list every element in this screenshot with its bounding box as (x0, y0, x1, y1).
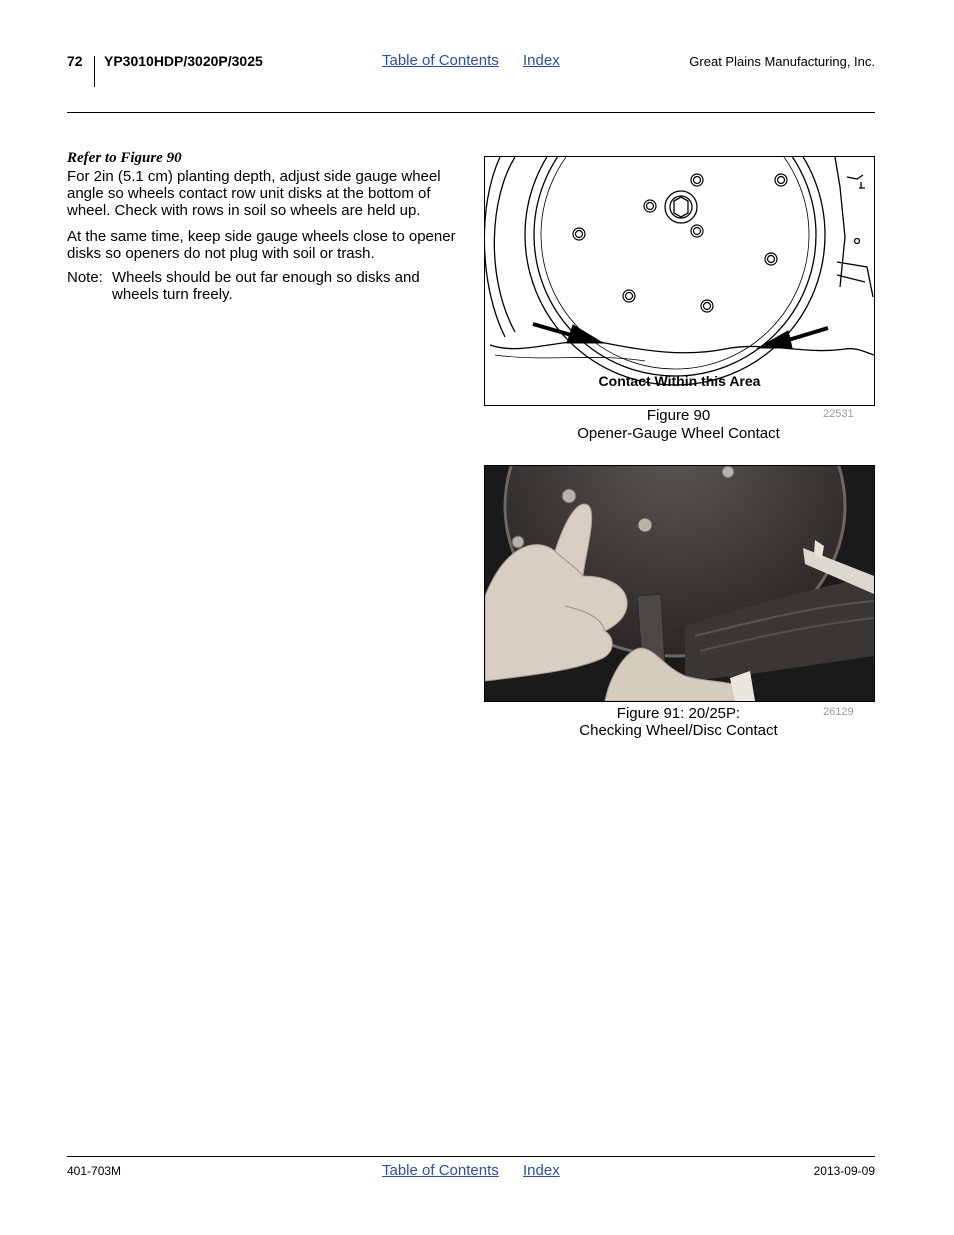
page-number: 72 (67, 53, 83, 69)
figure-91-photo (484, 465, 875, 702)
doc-number: 401-703M (67, 1164, 122, 1178)
figure-91-caption-1: Figure 91: 20/25P: (616, 705, 741, 722)
figure-90-caption-2: Opener-Gauge Wheel Contact (577, 425, 780, 442)
wheel-disc-photo (485, 466, 874, 701)
footer-rule (67, 1156, 875, 1157)
footer-toc-link[interactable]: Table of Contents (382, 1162, 499, 1179)
refer-heading: Refer to Figure 90 (67, 150, 182, 166)
figure-91-number: 26129 (823, 706, 854, 718)
note-text: Wheels should be out far enough so disks and wheels turn freely. (112, 269, 420, 303)
paragraph-2: At the same time, keep side gauge wheels close to opener disks so openers do not plug with soil or trash. (67, 228, 456, 262)
header-toc-link[interactable]: Table of Contents (382, 52, 499, 69)
model-title: YP3010HDP/3020P/3025 (104, 53, 263, 69)
header-rule (67, 112, 875, 113)
company-name: Great Plains Manufacturing, Inc. (689, 54, 875, 69)
figure-91-caption-2: Checking Wheel/Disc Contact (579, 722, 778, 739)
figure-90-number: 22531 (823, 408, 854, 420)
header-divider (94, 56, 95, 87)
figure-90-caption-1: Figure 90 (646, 407, 711, 424)
header-index-link[interactable]: Index (523, 52, 560, 69)
paragraph-1: For 2in (5.1 cm) planting depth, adjust side gauge wheel angle so wheels contact row unit disks at the bottom of wheel. Check with rows in soil so wheels are held up. (67, 168, 441, 219)
note-label: Note: (67, 269, 103, 286)
doc-date: 2013-09-09 (813, 1164, 875, 1178)
figure-90-label: Contact Within this Area (598, 373, 761, 389)
figure-90-box (484, 156, 875, 406)
gauge-wheel-drawing (485, 157, 874, 405)
footer-index-link[interactable]: Index (523, 1162, 560, 1179)
